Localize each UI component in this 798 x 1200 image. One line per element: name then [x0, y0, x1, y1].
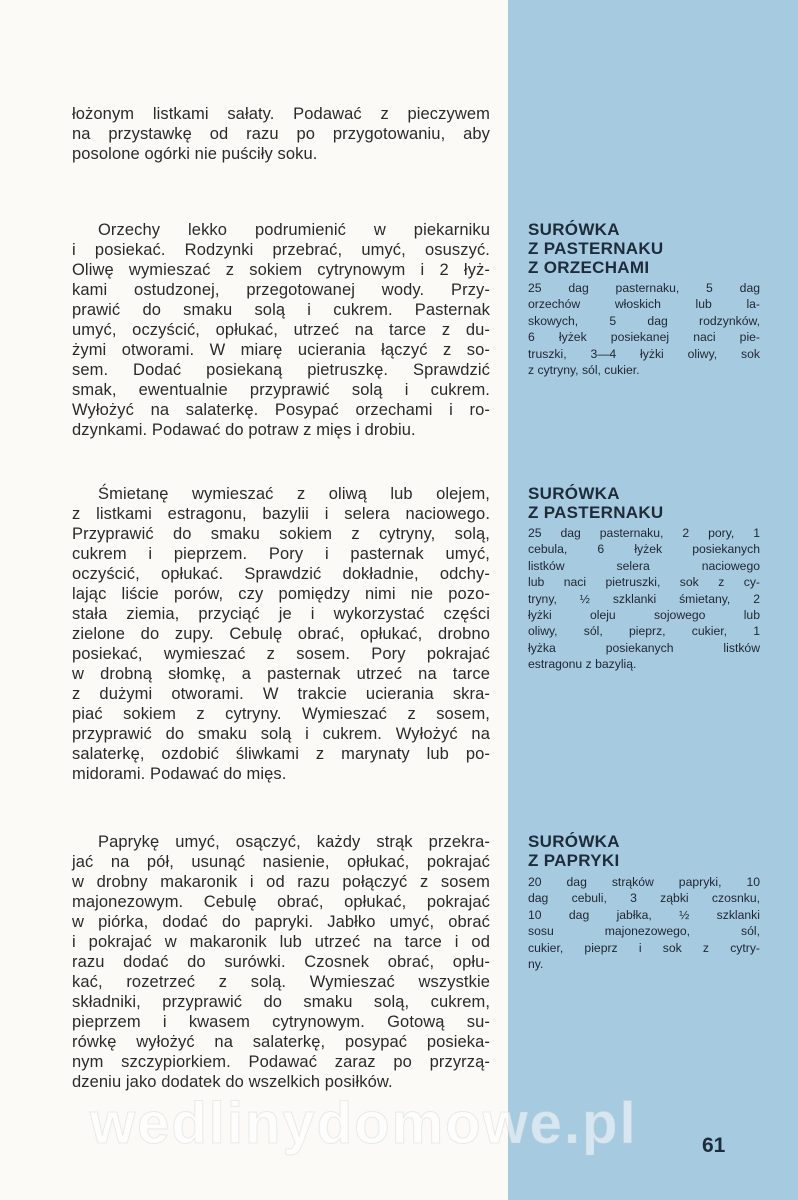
title-line: SURÓWKA — [528, 220, 620, 239]
title-line: Z PASTERNAKU — [528, 239, 664, 258]
recipe-method — [72, 220, 490, 440]
text-line: Przyprawić do smaku sokiem z cytryny, solą, — [72, 525, 490, 543]
ingredient-line: dag cebuli, 3 ząbki czosnku, — [528, 891, 760, 906]
text-line: nym szczypiorkiem. Podawać zaraz po przyrzą- — [72, 1053, 490, 1071]
text-line: cukrem i pieprzem. Pory i pasternak umyć, — [72, 545, 490, 563]
text-line: lając liście porów, czy pomiędzy nimi nie pozo- — [72, 585, 490, 603]
title-line: Z PAPRYKI — [528, 851, 620, 870]
text-line: rówkę wyłożyć na salaterkę, posypać posieka- — [72, 1033, 490, 1051]
text-line: stała ziemia, przyciąć je i wykorzystać części — [72, 605, 490, 623]
recipe-ingredients — [528, 874, 760, 972]
text-line: pieprzem i kwasem cytrynowym. Gotową su- — [72, 1013, 490, 1031]
ingredient-line: orzechów włoskich lub la- — [528, 297, 760, 312]
text-line: składniki, przyprawić do smaku solą, cukrem, — [72, 993, 490, 1011]
text-line: piać sokiem z cytryny. Wymieszać z sosem, — [72, 705, 490, 723]
text-line: z listkami estragonu, bazylii i selera naciowego. — [72, 505, 490, 523]
ingredient-line: łyżka posiekanych listków — [528, 640, 760, 655]
text-line: salaterkę, ozdobić śliwkami z marynaty lub po- — [72, 745, 490, 763]
text-line: Wyłożyć na salaterkę. Posypać orzechami i ro- — [72, 401, 490, 419]
ingredient-line: 10 dag jabłka, ½ szklanki — [528, 907, 760, 922]
ingredient-line: cukier, pieprz i sok z cytry- — [528, 940, 760, 955]
ingredient-line: 25 dag pasternaku, 5 dag — [528, 281, 760, 295]
text-line: smak, ewentualnie przyprawić solą i cukrem. — [72, 381, 490, 399]
ingredient-line: ny. — [528, 957, 544, 972]
text-line: i pokrajać w makaronik lub utrzeć na tarce i od — [72, 933, 490, 951]
ingredient-line: łyżki oleju sojowego lub — [528, 608, 760, 623]
text-line: sem. Dodać posiekaną pietruszkę. Sprawdzić — [72, 361, 490, 379]
ingredient-line: 20 dag strąków papryki, 10 — [528, 875, 760, 889]
watermark: wedlinydomowe.pl — [90, 1091, 638, 1156]
text-line: Paprykę umyć, osączyć, każdy strąk przekra- — [98, 833, 490, 851]
text-line: dzeniu jako dodatek do wszelkich posiłków. — [72, 1073, 393, 1091]
text-line: dzynkami. Podawać do potraw z mięs i drobiu. — [72, 421, 416, 439]
intro-paragraph — [72, 104, 490, 164]
text-line: łożonym listkami sałaty. Podawać z pieczywem — [72, 105, 490, 123]
text-line: majonezowym. Cebulę obrać, opłukać, pokrajać — [72, 893, 490, 911]
text-line: w piórka, dodać do papryki. Jabłko umyć, obrać — [72, 913, 490, 931]
text-line: Oliwę wymieszać z sokiem cytrynowym i 2 łyż- — [72, 261, 490, 279]
title-line: SURÓWKA — [528, 832, 620, 851]
ingredient-line: lub naci pietruszki, sok z cy- — [528, 575, 760, 590]
text-line: kać, rozetrzeć z solą. Wymieszać wszystkie — [72, 973, 490, 991]
text-line: kami ostudzonej, przegotowanej wody. Przy- — [72, 281, 490, 299]
text-line: żymi otworami. W miarę ucierania łączyć z so- — [72, 341, 490, 359]
text-line: w drobną słomkę, a pasternak utrzeć na tarce — [72, 665, 490, 683]
ingredient-line: tryny, ½ szklanki śmietany, 2 — [528, 591, 760, 606]
title-line: SURÓWKA — [528, 484, 620, 503]
page-number: 61 — [702, 1134, 726, 1157]
recipe-ingredients — [528, 525, 760, 673]
recipe-method — [72, 484, 490, 784]
ingredient-line: listków selera naciowego — [528, 558, 760, 573]
text-line: zielone do zupy. Cebulę obrać, opłukać, drobno — [72, 625, 490, 643]
title-line: Z PASTERNAKU — [528, 503, 664, 522]
recipe-title — [528, 220, 664, 277]
text-line: razu dodać do surówki. Czosnek obrać, opłu- — [72, 953, 490, 971]
text-line: oczyścić, opłukać. Sprawdzić dokładnie, odchy- — [72, 565, 490, 583]
text-line: prawić do smaku solą i cukrem. Pasternak — [72, 301, 490, 319]
title-line: Z ORZECHAMI — [528, 258, 650, 277]
ingredient-line: oliwy, sól, pieprz, cukier, 1 — [528, 624, 760, 639]
text-line: Śmietanę wymieszać z oliwą lub olejem, — [98, 485, 490, 503]
ingredient-line: 6 łyżek posiekanej naci pie- — [528, 330, 760, 345]
ingredient-line: z cytryny, sól, cukier. — [528, 363, 640, 378]
ingredient-line: skowych, 5 dag rodzynków, — [528, 313, 760, 328]
text-line: przyprawić do smaku solą i cukrem. Wyłożyć na — [72, 725, 490, 743]
text-line: posiekać, wymieszać z sosem. Pory pokrajać — [72, 645, 490, 663]
text-line: Orzechy lekko podrumienić w piekarniku — [98, 221, 490, 239]
recipe-method — [72, 832, 490, 1092]
ingredient-line: 25 dag pasternaku, 2 pory, 1 — [528, 526, 760, 540]
ingredient-line: cebula, 6 łyżek posiekanych — [528, 542, 760, 557]
text-line: posolone ogórki nie puściły soku. — [72, 145, 318, 163]
ingredient-line: truszki, 3—4 łyżki oliwy, sok — [528, 346, 760, 361]
text-line: i posiekać. Rodzynki przebrać, umyć, osuszyć. — [72, 241, 490, 259]
text-line: midorami. Podawać do mięs. — [72, 765, 287, 783]
text-line: z dużymi otworami. W trakcie ucierania skra- — [72, 685, 490, 703]
text-line: w drobny makaronik i od razu połączyć z sosem — [72, 873, 490, 891]
recipe-title — [528, 484, 664, 522]
recipe-ingredients — [528, 280, 760, 378]
ingredient-line: estragonu z bazylią. — [528, 657, 637, 672]
ingredient-line: sosu majonezowego, sól, — [528, 924, 760, 939]
text-line: umyć, oczyścić, opłukać, utrzeć na tarce z du- — [72, 321, 490, 339]
recipe-title — [528, 832, 620, 870]
text-line: jać na pół, usunąć nasienie, opłukać, pokrajać — [72, 853, 490, 871]
text-line: na przystawkę od razu po przygotowaniu, aby — [72, 125, 490, 143]
